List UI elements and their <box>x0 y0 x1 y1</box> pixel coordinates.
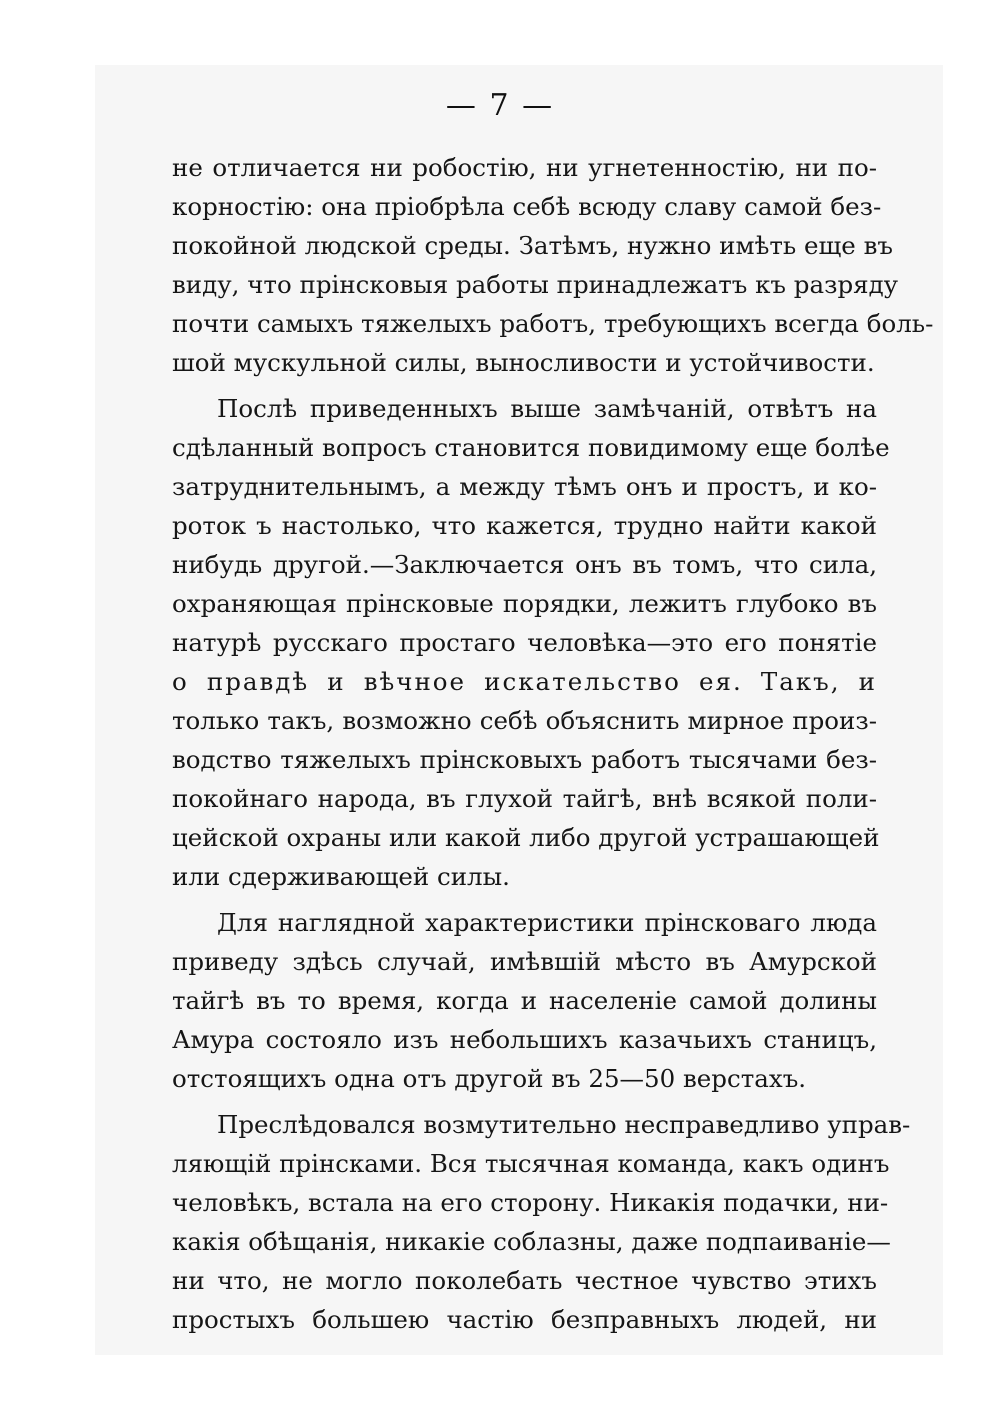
text-line: роток ъ настолько, что кажется, трудно найти какой <box>172 511 877 540</box>
text-line: Преслѣдовался возмутительно несправедливо управ- <box>217 1110 911 1139</box>
text-line: о правдѣ и вѣчное искательство ея. Такъ, и <box>172 667 877 696</box>
text-line: Амура состояло изъ небольшихъ казачьихъ станицъ, <box>172 1025 877 1054</box>
paragraph <box>172 1105 911 1339</box>
text-line: только такъ, возможно себѣ объяснить мирное произ- <box>172 706 877 735</box>
body-text <box>172 148 934 1339</box>
text-line: покойной людской среды. Затѣмъ, нужно имѣть еще въ <box>172 231 893 260</box>
paragraph <box>172 389 890 896</box>
text-line: или сдерживающей силы. <box>172 862 510 891</box>
text-line: не отличается ни робостію, ни угнетенностію, ни по- <box>172 153 877 182</box>
text-line: корностію: она пріобрѣла себѣ всюду славу самой без- <box>172 192 882 221</box>
text-line: ни что, не могло поколебать честное чувство этихъ <box>172 1266 877 1295</box>
page-number: — 7 — <box>445 88 555 123</box>
text-line: покойнаго народа, въ глухой тайгѣ, внѣ всякой поли- <box>172 784 877 813</box>
paragraph-spacer <box>172 1098 877 1105</box>
text-line: охраняющая прінсковые порядки, лежитъ глубоко въ <box>172 589 877 618</box>
text-line: почти самыхъ тяжелыхъ работъ, требующихъ всегда боль- <box>172 309 934 338</box>
text-line: Для наглядной характеристики прінсковаго люда <box>217 908 877 937</box>
text-line: какія обѣщанія, никакіе соблазны, даже подпаиваніе— <box>172 1227 891 1256</box>
text-line: цейской охраны или какой либо другой устрашающей <box>172 823 880 852</box>
text-line: простыхъ большею частію безправныхъ людей, ни <box>172 1305 877 1334</box>
text-line: шой мускульной силы, выносливости и устойчивости. <box>172 348 875 377</box>
text-line: тайгѣ въ то время, когда и населеніе самой долины <box>172 986 877 1015</box>
text-line: приведу здѣсь случай, имѣвшій мѣсто въ Амурской <box>172 947 877 976</box>
text-line: затруднительнымъ, а между тѣмъ онъ и простъ, и ко- <box>172 472 877 501</box>
paragraph-spacer <box>172 896 877 903</box>
paragraph-spacer <box>172 382 877 389</box>
text-line: ляющій прінсками. Вся тысячная команда, какъ одинъ <box>172 1149 890 1178</box>
text-line: сдѣланный вопросъ становится повидимому еще болѣе <box>172 433 890 462</box>
text-line: отстоящихъ одна отъ другой въ 25—50 верстахъ. <box>172 1064 807 1093</box>
text-line: виду, что прінсковыя работы принадлежатъ къ разряду <box>172 270 899 299</box>
text-line: водство тяжелыхъ прінсковыхъ работъ тысячами без- <box>172 745 877 774</box>
text-line: натурѣ русскаго простаго человѣка—это его понятіе <box>172 628 877 657</box>
text-line: Послѣ приведенныхъ выше замѣчаній, отвѣтъ на <box>217 394 877 423</box>
paragraph <box>172 903 877 1098</box>
paragraph <box>172 148 934 382</box>
text-line: человѣкъ, встала на его сторону. Никакія подачки, ни- <box>172 1188 889 1217</box>
text-line: нибудь другой.—Заключается онъ въ томъ, что сила, <box>172 550 877 579</box>
